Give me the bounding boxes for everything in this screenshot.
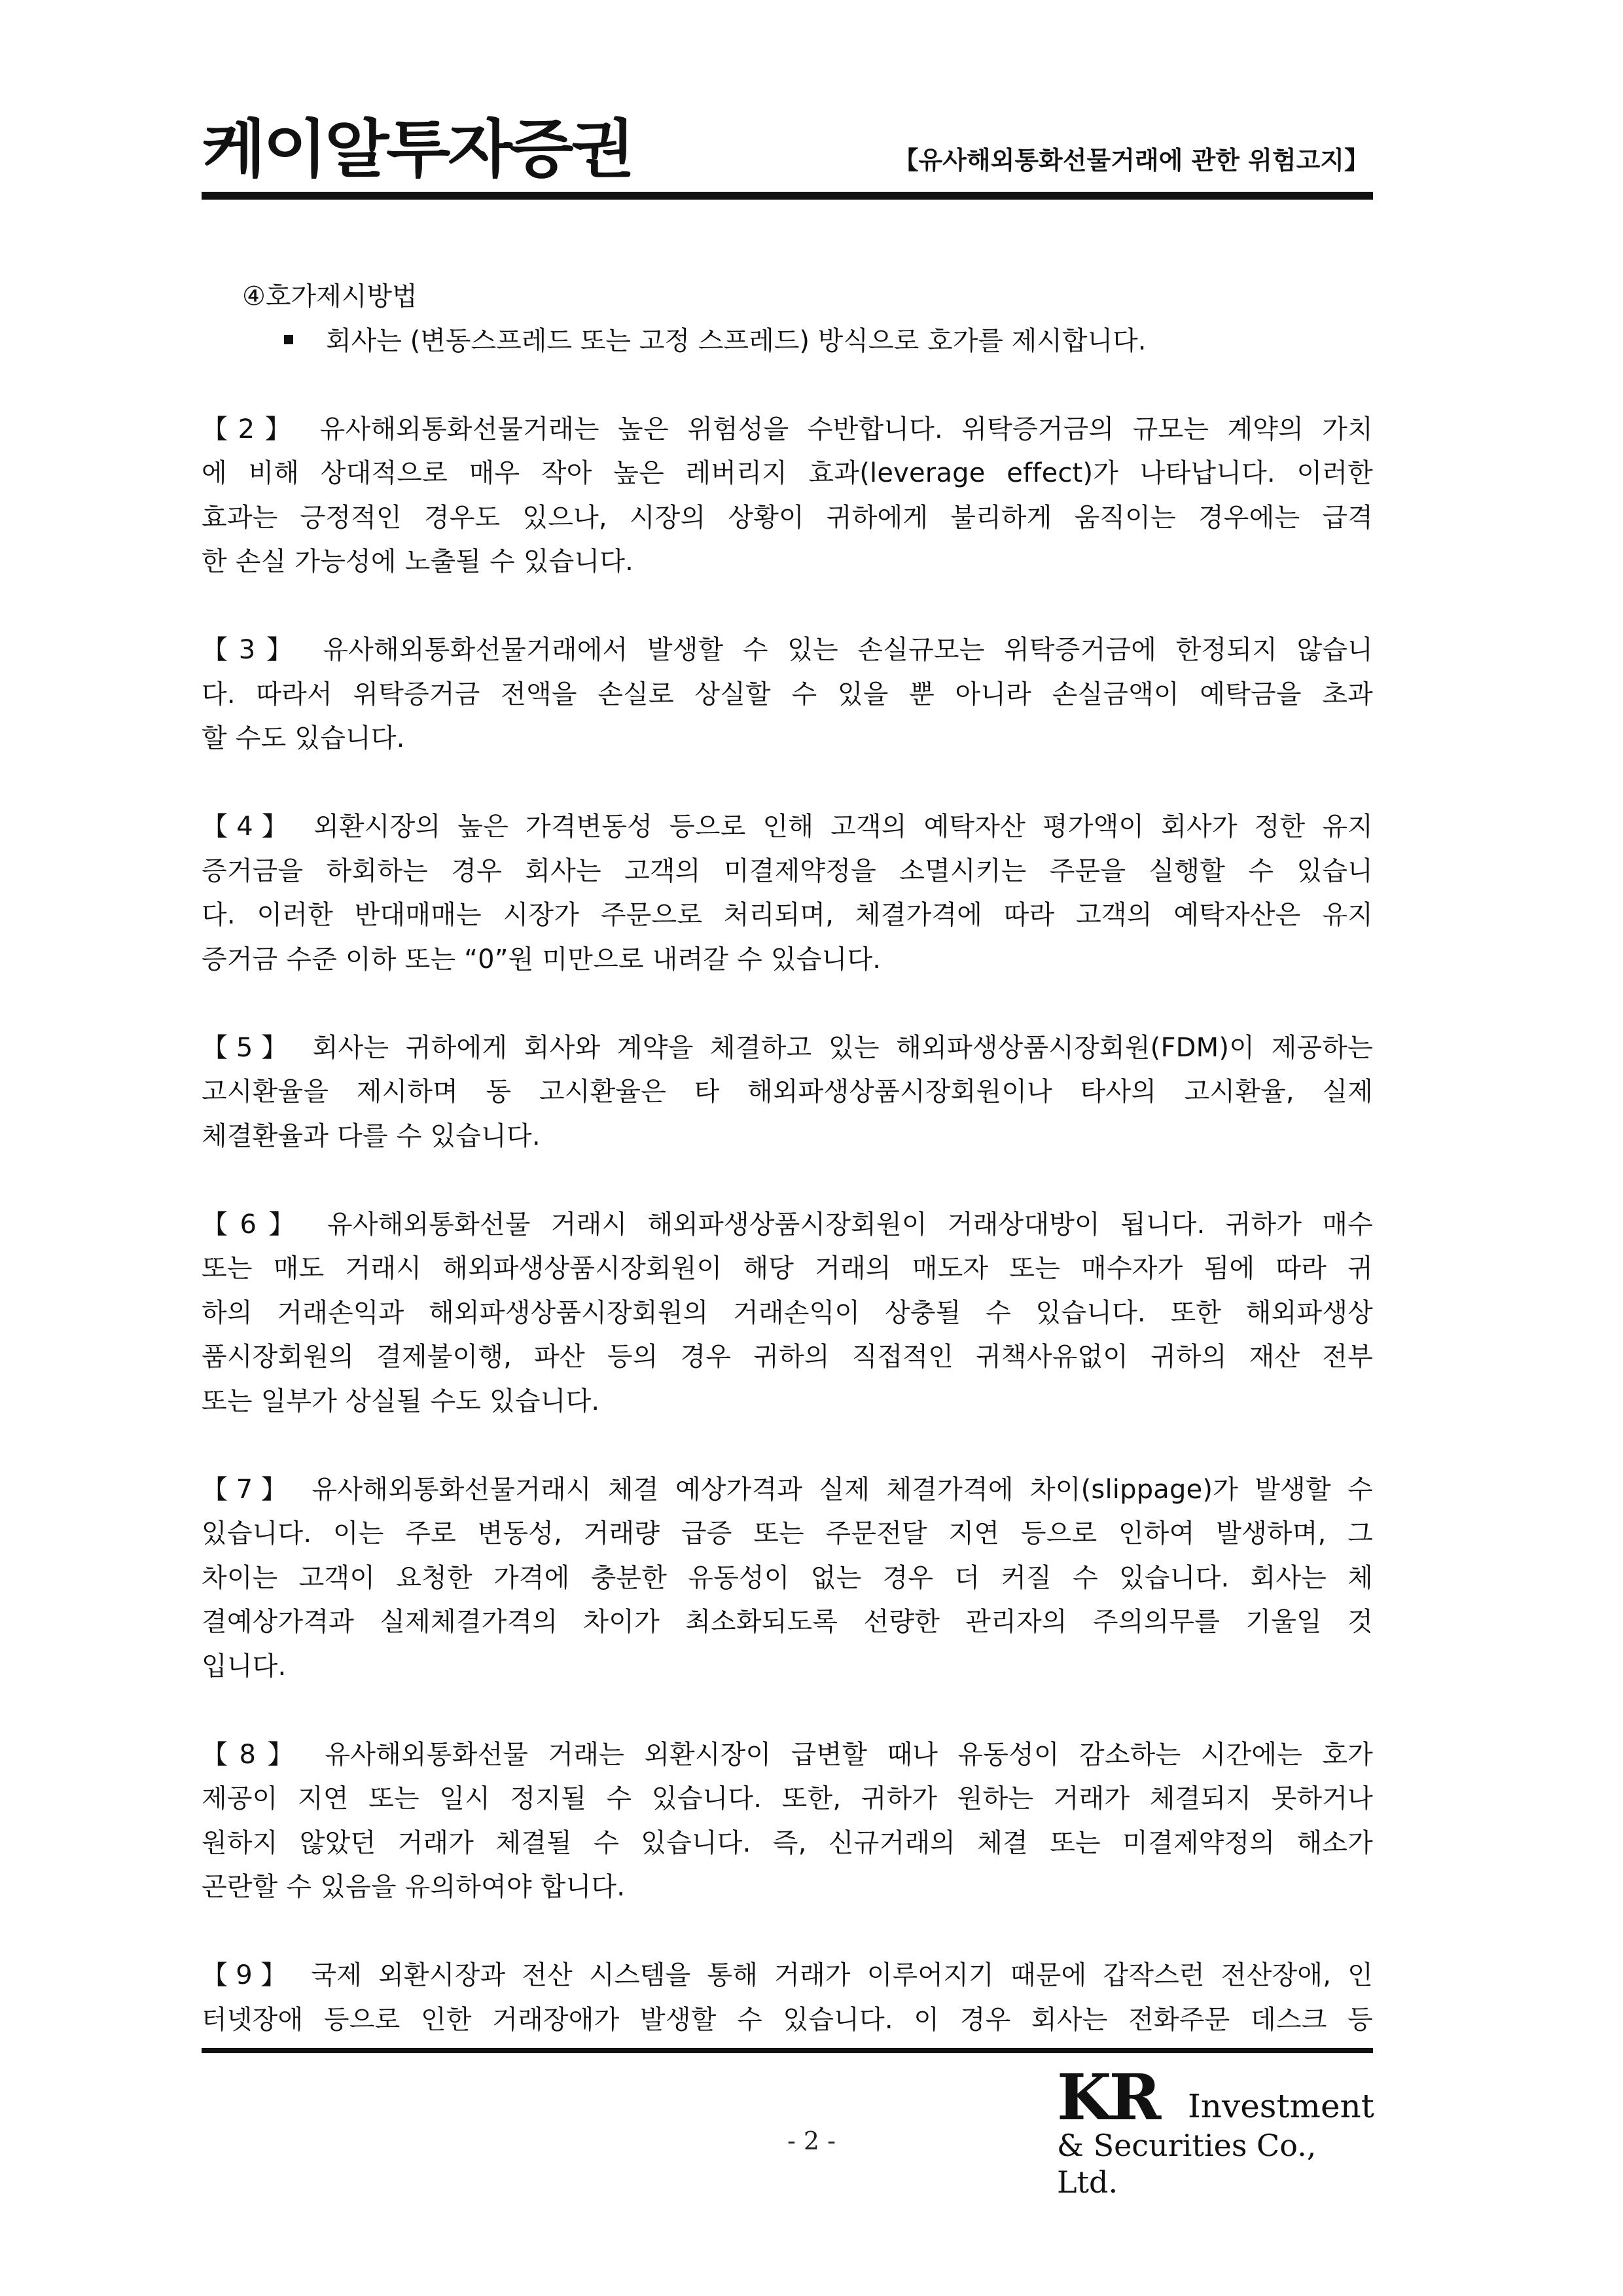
square-bullet-icon [284,335,293,344]
footer-rule [202,2048,1373,2053]
paragraph-line: 결예상가격과 실제체결가격의 차이가 최소화되도록 선량한 관리자의 주의의무를 기울일 것 [202,1607,1373,1637]
page-header [202,110,1373,199]
paragraph-line: 터넷장애 등으로 인한 거래장애가 발생할 수 있습니다. 이 경우 회사는 전화주문 데스크 등 [202,2004,1373,2035]
document-title: 【유사해외통화선물거래에 관한 위험고지】 [893,146,1369,175]
paragraph-line: 【9】 국제 외환시장과 전산 시스템을 통해 거래가 이루어지기 때문에 갑작스런 전산장애, 인 [202,1960,1373,1990]
paragraph [202,628,1373,761]
paragraph-line: 차이는 고객이 요청한 가격에 충분한 유동성이 없는 경우 더 커질 수 있습니다. 회사는 체 [202,1562,1373,1593]
paragraph [202,1026,1373,1159]
paragraph-line: 하의 거래손익과 해외파생상품시장회원의 거래손익이 상충될 수 있습니다. 또한 해외파생상 [202,1297,1373,1328]
paragraph-line: 고시환율을 제시하며 동 고시환율은 타 해외파생상품시장회원이나 타사의 고시환율, 실제 [202,1077,1373,1107]
brand-logo-investment: Investment [1188,2087,1374,2125]
paragraph-line: 한 손실 가능성에 노출될 수 있습니다. [202,547,634,577]
paragraph-line: 있습니다. 이는 주로 변동성, 거래량 급증 또는 주문전달 지연 등으로 인하여 발생하며, 그 [202,1518,1373,1549]
paragraph-list [202,408,1373,2043]
paragraph-line: 에 비해 상대적으로 매우 작아 높은 레버리지 효과(leverage effect)가 나타납니다. 이러한 [202,458,1373,488]
brand-logo-securities: & Securities Co., Ltd. [1057,2128,1317,2200]
paragraph-line: 또는 일부가 상실될 수도 있습니다. [202,1386,600,1416]
paragraph [202,1203,1373,1424]
paragraph-line: 【3】 유사해외통화선물거래에서 발생할 수 있는 손실규모는 위탁증거금에 한정되지 않습니 [202,635,1373,665]
paragraph-line: 또는 매도 거래시 해외파생상품시장회원이 해당 거래의 매도자 또는 매수자가 됨에 따라 귀 [202,1253,1373,1283]
paragraph [202,805,1373,982]
paragraph-line: 증거금을 하회하는 경우 회사는 고객의 미결제약정을 소멸시키는 주문을 실행할 수 있습니 [202,855,1373,886]
brand-logo-korean: 케이알투자증권 [202,113,633,186]
section-subheading: ④호가제시방법 [242,281,418,312]
paragraph [202,1954,1373,2042]
paragraph-line: 다. 따라서 위탁증거금 전액을 손실로 상실할 수 있을 뿐 아니라 손실금액이 예탁금을 초과 [202,679,1373,709]
paragraph-line: 원하지 않았던 거래가 체결될 수 있습니다. 즉, 신규거래의 체결 또는 미결제약정의 해소가 [202,1827,1373,1858]
paragraph-line: 품시장회원의 결제불이행, 파산 등의 경우 귀하의 직접적인 귀책사유없이 귀하의 재산 전부 [202,1342,1373,1372]
paragraph [202,1468,1373,1689]
bullet-item [202,319,1373,364]
paragraph-line: 입니다. [202,1651,287,1681]
paragraph-line: 제공이 지연 또는 일시 정지될 수 있습니다. 또한, 귀하가 원하는 거래가 체결되지 못하거나 [202,1784,1373,1814]
paragraph-line: 【7】 유사해외통화선물거래시 체결 예상가격과 실제 체결가격에 차이(slippage)가 발생할 수 [202,1474,1373,1505]
paragraph-line: 증거금 수준 이하 또는 “0”원 미만으로 내려갈 수 있습니다. [202,944,882,975]
brand-logo-english [1057,2060,1384,2200]
paragraph-line: 【4】 외환시장의 높은 가격변동성 등으로 인해 고객의 예탁자산 평가액이 회사가 정한 유지 [202,812,1373,842]
paragraph-line: 할 수도 있습니다. [202,723,405,753]
paragraph-line: 【8】 유사해외통화선물 거래는 외환시장이 급변할 때나 유동성이 감소하는 시간에는 호가 [202,1739,1373,1770]
paragraph [202,408,1373,584]
page-number: - 2 - [787,2126,836,2155]
bullet-text: 회사는 (변동스프레드 또는 고정 스프레드) 방식으로 호가를 제시합니다. [326,325,1147,356]
paragraph-line: 【5】 회사는 귀하에게 회사와 계약을 체결하고 있는 해외파생상품시장회원(FDM)이 제공하는 [202,1032,1373,1063]
paragraph-line: 다. 이러한 반대매매는 시장가 주문으로 처리되며, 체결가격에 따라 고객의 예탁자산은 유지 [202,900,1373,930]
paragraph [202,1733,1373,1910]
paragraph-line: 【2】 유사해외통화선물거래는 높은 위험성을 수반합니다. 위탁증거금의 규모는 계약의 가치 [202,414,1373,444]
paragraph-line: 곤란할 수 있음을 유의하여야 합니다. [202,1872,626,1902]
brand-logo-kr: KR [1057,2060,1159,2134]
paragraph-line: 효과는 긍정적인 경우도 있으나, 시장의 상황이 귀하에게 불리하게 움직이는 경우에는 급격 [202,502,1373,533]
paragraph-line: 체결환율과 다를 수 있습니다. [202,1121,541,1151]
document-body [202,275,1373,2042]
paragraph-line: 【6】 유사해외통화선물 거래시 해외파생상품시장회원이 거래상대방이 됩니다. 귀하가 매수 [202,1209,1373,1240]
header-rule [202,192,1373,200]
